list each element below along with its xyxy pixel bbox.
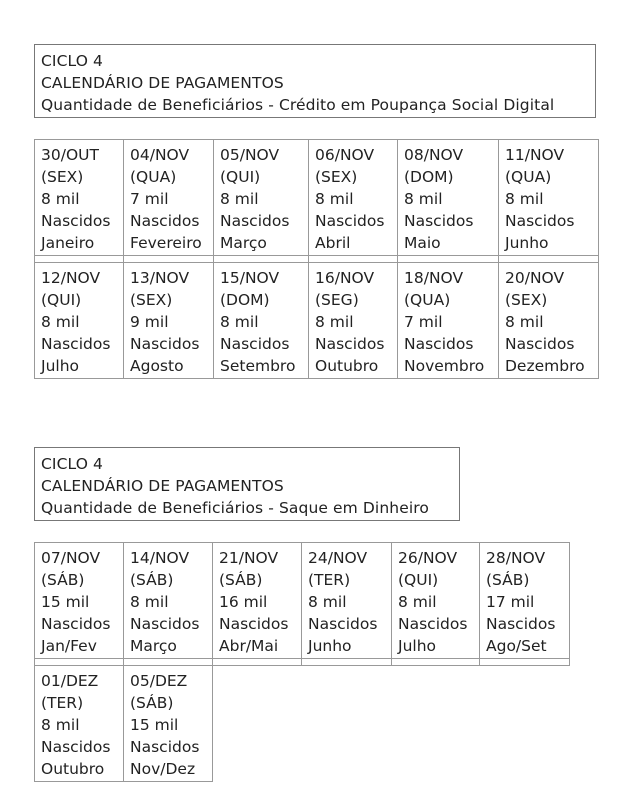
born-label: Nascidos (486, 615, 556, 633)
born-label: Nascidos (130, 615, 200, 633)
payment-date: 01/DEZ (41, 672, 99, 690)
table-row (35, 140, 599, 256)
payment-cell (124, 543, 213, 659)
beneficiary-count: 8 mil (130, 593, 169, 611)
payment-date: 05/NOV (220, 146, 280, 164)
payment-cell (213, 543, 302, 659)
payment-weekday: (QUA) (505, 168, 552, 186)
birth-month: Janeiro (41, 234, 95, 252)
payment-cell (398, 140, 499, 256)
beneficiary-count: 7 mil (130, 190, 169, 208)
payment-weekday: (QUI) (398, 571, 439, 589)
born-label: Nascidos (398, 615, 468, 633)
payment-date: 04/NOV (130, 146, 190, 164)
payment-weekday: (DOM) (220, 291, 270, 309)
birth-month: Nov/Dez (130, 760, 196, 778)
payment-date: 12/NOV (41, 269, 101, 287)
birth-month: Março (130, 637, 177, 655)
separator-cell (35, 256, 124, 263)
separator-cell (302, 659, 392, 666)
payment-cell (35, 666, 124, 782)
payment-weekday: (QUI) (220, 168, 261, 186)
payment-weekday: (QUA) (130, 168, 177, 186)
born-label: Nascidos (505, 212, 575, 230)
calendar-title: CALENDÁRIO DE PAGAMENTOS (41, 74, 284, 92)
payment-date: 06/NOV (315, 146, 375, 164)
empty-cell (302, 666, 392, 782)
birth-month: Fevereiro (130, 234, 202, 252)
beneficiary-count: 8 mil (41, 190, 80, 208)
beneficiary-count: 8 mil (220, 190, 259, 208)
calendar-title: CALENDÁRIO DE PAGAMENTOS (41, 477, 284, 495)
payment-weekday: (SEX) (315, 168, 358, 186)
separator-cell (480, 659, 570, 666)
born-label: Nascidos (315, 335, 385, 353)
payment-weekday: (SÁB) (130, 694, 174, 712)
birth-month: Dezembro (505, 357, 585, 375)
payment-cell (309, 140, 398, 256)
beneficiary-count: 8 mil (315, 313, 354, 331)
beneficiary-count: 8 mil (315, 190, 354, 208)
payment-cell (124, 263, 214, 379)
born-label: Nascidos (308, 615, 378, 633)
payment-date: 16/NOV (315, 269, 375, 287)
cash-calendar-header (34, 447, 460, 521)
separator-cell (213, 659, 302, 666)
empty-cell (480, 666, 570, 782)
empty-cell (392, 666, 480, 782)
birth-month: Junho (308, 637, 352, 655)
birth-month: Abril (315, 234, 351, 252)
separator-cell (398, 256, 499, 263)
payment-cell (35, 543, 124, 659)
payment-cell (124, 140, 214, 256)
birth-month: Setembro (220, 357, 296, 375)
payment-date: 30/OUT (41, 146, 99, 164)
beneficiary-count: 8 mil (404, 190, 443, 208)
born-label: Nascidos (41, 212, 111, 230)
payment-date: 13/NOV (130, 269, 190, 287)
born-label: Nascidos (404, 335, 474, 353)
payment-weekday: (SÁB) (130, 571, 174, 589)
birth-month: Ago/Set (486, 637, 547, 655)
payment-date: 08/NOV (404, 146, 464, 164)
birth-month: Jan/Fev (41, 637, 97, 655)
payment-cell (398, 263, 499, 379)
born-label: Nascidos (130, 335, 200, 353)
separator-cell (309, 256, 398, 263)
separator-cell (124, 256, 214, 263)
payment-weekday: (SEX) (505, 291, 548, 309)
cash-calendar-table (34, 542, 570, 782)
born-label: Nascidos (41, 335, 111, 353)
payment-weekday: (TER) (308, 571, 351, 589)
payment-weekday: (SÁB) (486, 571, 530, 589)
born-label: Nascidos (220, 212, 290, 230)
credit-calendar-table (34, 139, 599, 379)
beneficiary-count: 8 mil (41, 313, 80, 331)
payment-date: 14/NOV (130, 549, 190, 567)
table-row (35, 543, 570, 659)
payment-weekday: (QUI) (41, 291, 82, 309)
calendar-subtitle: Quantidade de Beneficiários - Saque em Dinheiro (41, 499, 429, 517)
beneficiary-count: 17 mil (486, 593, 535, 611)
payment-weekday: (QUA) (404, 291, 451, 309)
payment-cell (124, 666, 213, 782)
payment-cell (214, 263, 309, 379)
payment-date: 15/NOV (220, 269, 280, 287)
birth-month: Novembro (404, 357, 485, 375)
payment-weekday: (DOM) (404, 168, 454, 186)
payment-date: 24/NOV (308, 549, 368, 567)
payment-date: 07/NOV (41, 549, 101, 567)
born-label: Nascidos (315, 212, 385, 230)
born-label: Nascidos (219, 615, 289, 633)
table-row (35, 666, 570, 782)
payment-cell (480, 543, 570, 659)
born-label: Nascidos (404, 212, 474, 230)
payment-weekday: (SÁB) (41, 571, 85, 589)
born-label: Nascidos (220, 335, 290, 353)
beneficiary-count: 15 mil (130, 716, 179, 734)
payment-weekday: (SEG) (315, 291, 359, 309)
born-label: Nascidos (41, 738, 111, 756)
payment-cell (499, 263, 599, 379)
payment-weekday: (SÁB) (219, 571, 263, 589)
separator-cell (392, 659, 480, 666)
payment-cell (309, 263, 398, 379)
payment-cell (214, 140, 309, 256)
beneficiary-count: 8 mil (220, 313, 259, 331)
cycle-title: CICLO 4 (41, 455, 103, 473)
separator-cell (35, 659, 124, 666)
payment-weekday: (TER) (41, 694, 84, 712)
payment-cell (35, 263, 124, 379)
payment-cell (35, 140, 124, 256)
empty-cell (213, 666, 302, 782)
beneficiary-count: 15 mil (41, 593, 90, 611)
birth-month: Maio (404, 234, 441, 252)
birth-month: Outubro (315, 357, 379, 375)
table-row (35, 263, 599, 379)
beneficiary-count: 7 mil (404, 313, 443, 331)
birth-month: Abr/Mai (219, 637, 279, 655)
born-label: Nascidos (505, 335, 575, 353)
birth-month: Março (220, 234, 267, 252)
payment-weekday: (SEX) (41, 168, 84, 186)
payment-weekday: (SEX) (130, 291, 173, 309)
cycle-title: CICLO 4 (41, 52, 103, 70)
row-separator (35, 659, 570, 666)
payment-cell (499, 140, 599, 256)
born-label: Nascidos (130, 212, 200, 230)
payment-date: 28/NOV (486, 549, 546, 567)
birth-month: Julho (41, 357, 80, 375)
payment-cell (302, 543, 392, 659)
birth-month: Junho (505, 234, 549, 252)
beneficiary-count: 8 mil (505, 190, 544, 208)
birth-month: Julho (398, 637, 437, 655)
beneficiary-count: 8 mil (41, 716, 80, 734)
birth-month: Outubro (41, 760, 105, 778)
born-label: Nascidos (41, 615, 111, 633)
beneficiary-count: 8 mil (505, 313, 544, 331)
payment-date: 20/NOV (505, 269, 565, 287)
beneficiary-count: 9 mil (130, 313, 169, 331)
payment-date: 26/NOV (398, 549, 458, 567)
birth-month: Agosto (130, 357, 184, 375)
beneficiary-count: 8 mil (398, 593, 437, 611)
beneficiary-count: 16 mil (219, 593, 268, 611)
payment-date: 21/NOV (219, 549, 279, 567)
row-separator (35, 256, 599, 263)
separator-cell (214, 256, 309, 263)
payment-cell (392, 543, 480, 659)
separator-cell (499, 256, 599, 263)
payment-date: 11/NOV (505, 146, 565, 164)
payment-date: 05/DEZ (130, 672, 188, 690)
payment-date: 18/NOV (404, 269, 464, 287)
beneficiary-count: 8 mil (308, 593, 347, 611)
born-label: Nascidos (130, 738, 200, 756)
separator-cell (124, 659, 213, 666)
credit-calendar-header (34, 44, 596, 118)
calendar-subtitle: Quantidade de Beneficiários - Crédito em Poupança Social Digital (41, 96, 555, 114)
